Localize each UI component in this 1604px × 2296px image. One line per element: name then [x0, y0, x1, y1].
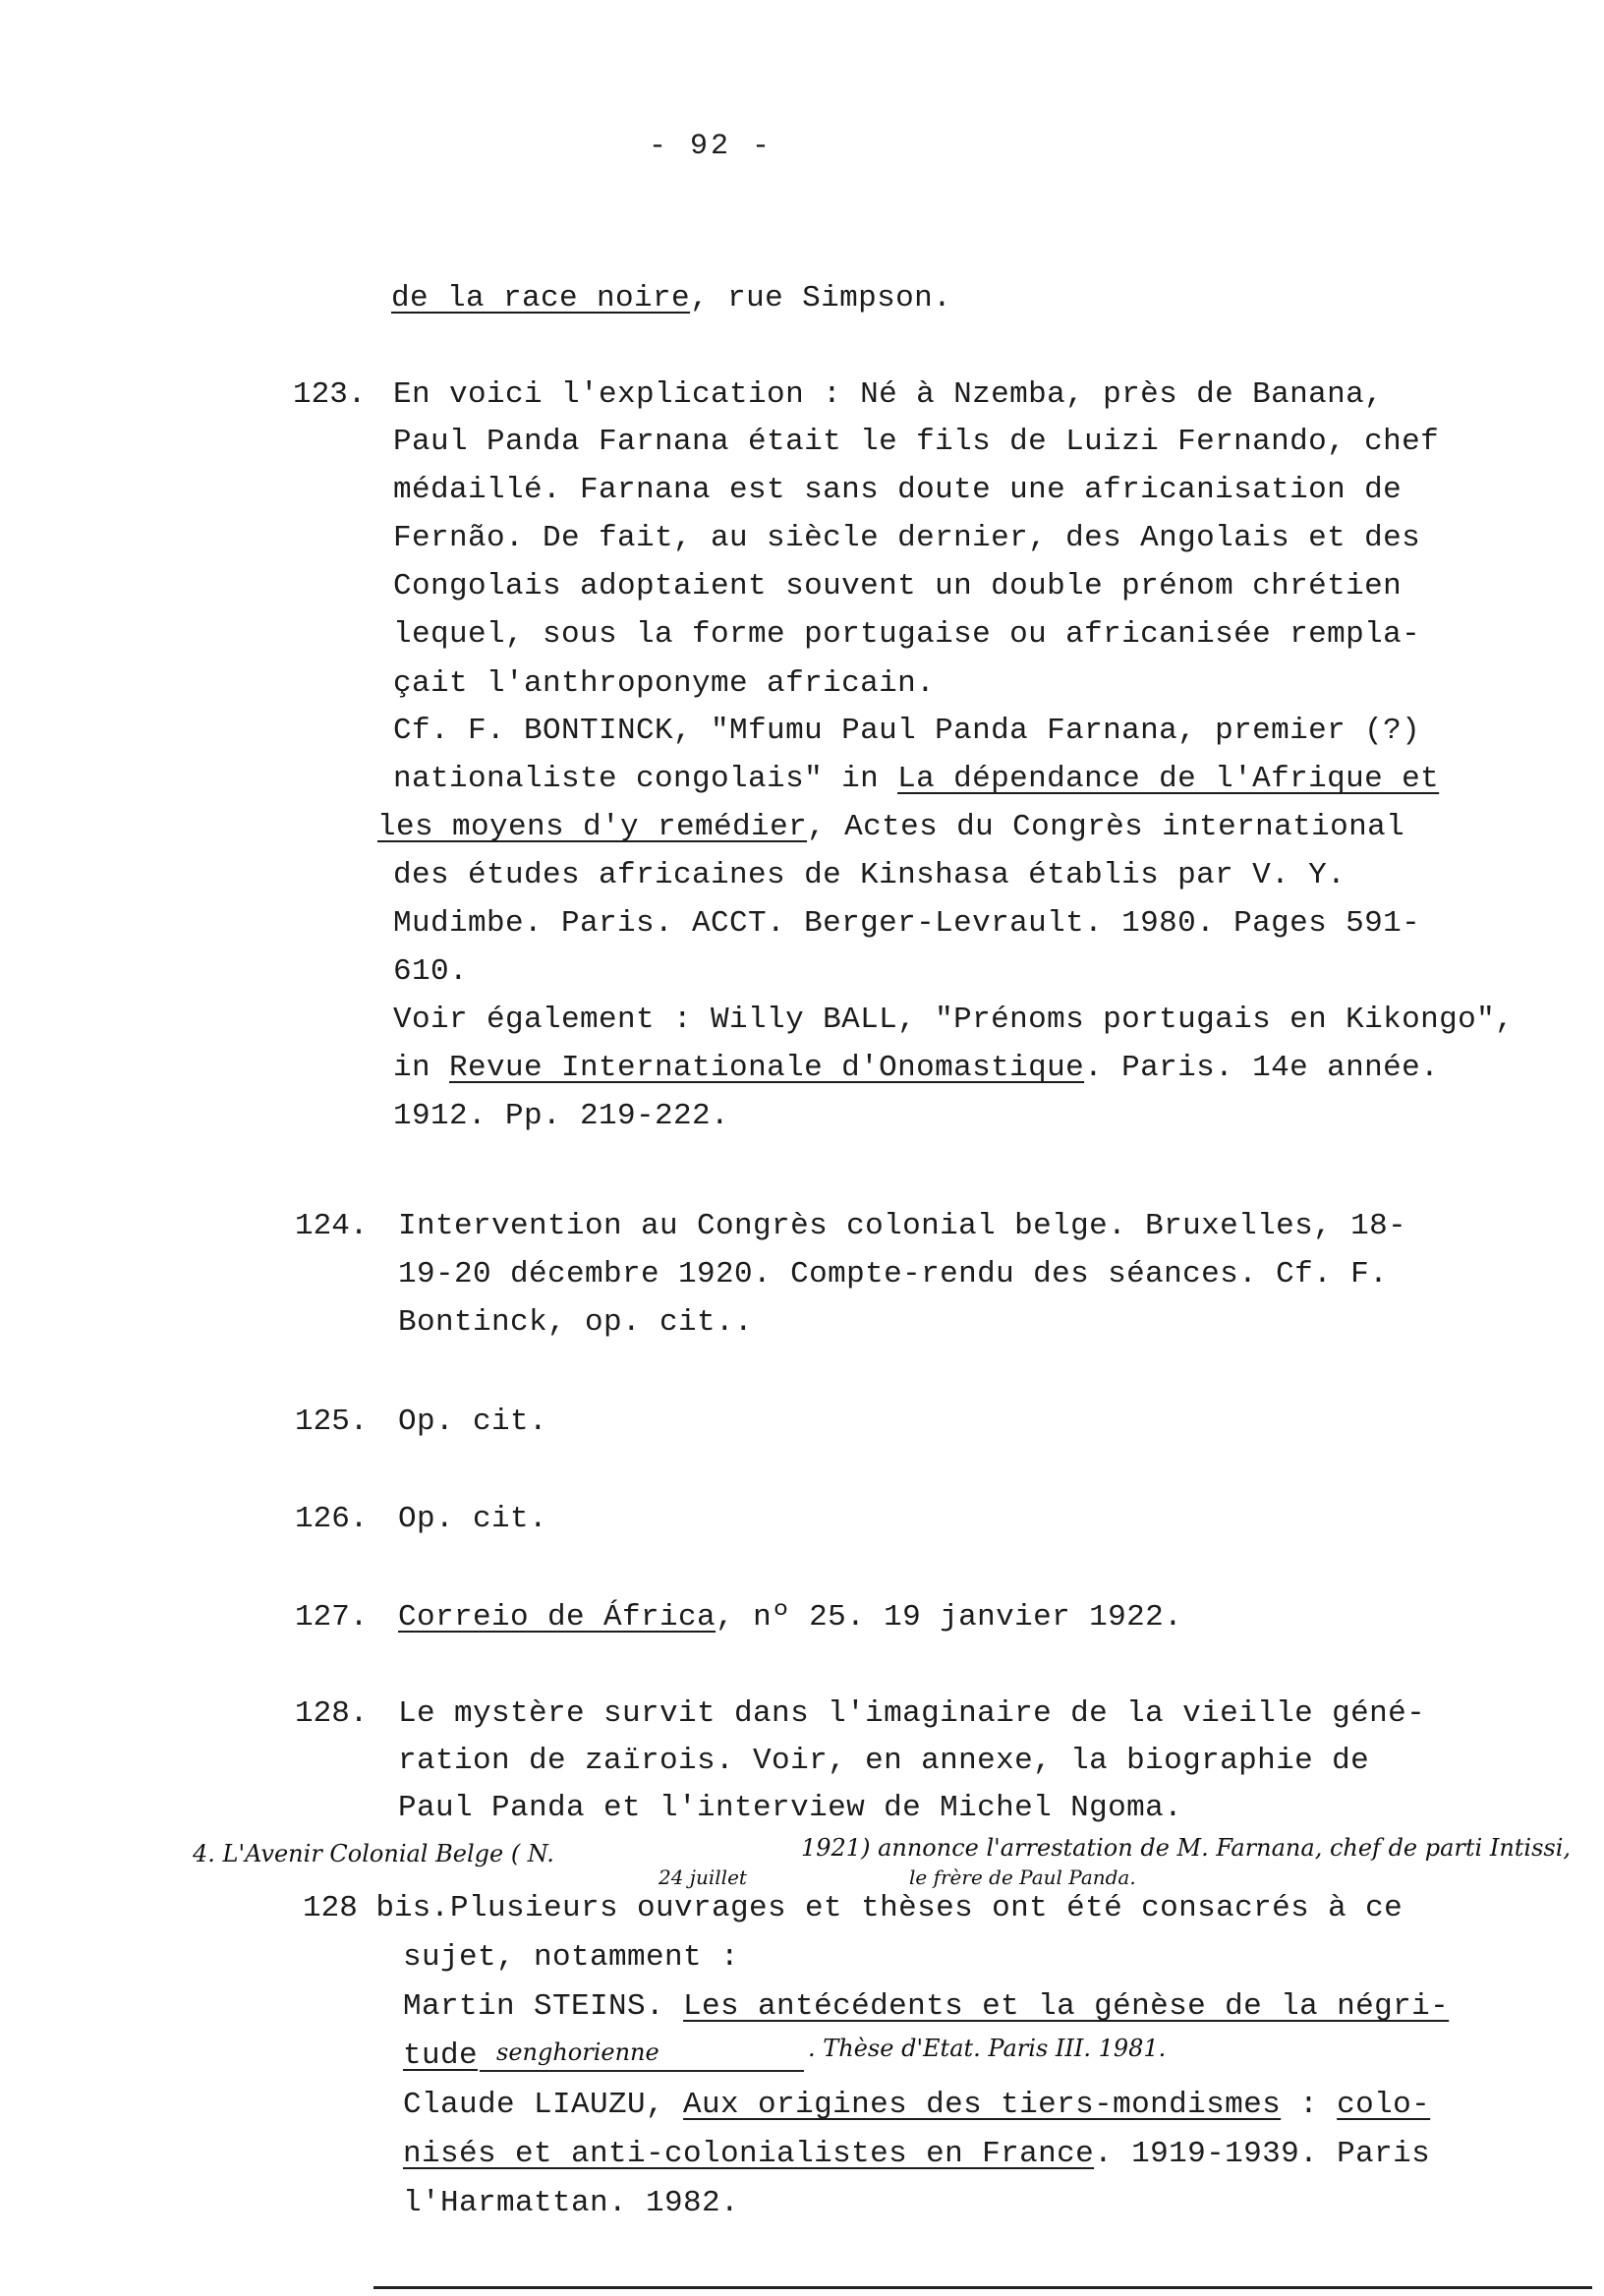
note-line: Intervention au Congrès colonial belge. Bruxelles, 18- [398, 1209, 1407, 1243]
carryover-line [391, 277, 951, 320]
note-number: 127. [295, 1600, 369, 1635]
note-line: Op. cit. [398, 1405, 548, 1439]
note-line: çait l'anthroponyme africain. [393, 666, 936, 701]
note-line: médaillé. Farnana est sans doute une africanisation de [393, 473, 1403, 507]
note-line [377, 806, 1404, 849]
note-text: : [1281, 2088, 1338, 2122]
note-line: Voir également : Willy BALL, "Prénoms portugais en Kikongo", [393, 1003, 1515, 1037]
note-line: Mudimbe. Paris. ACCT. Berger-Levrault. 1980. Pages 591- [393, 906, 1421, 941]
note-line: des études africaines de Kinshasa établis par V. Y. [393, 858, 1346, 892]
handwritten-text: senghorienne [496, 2038, 659, 2066]
note-line [403, 2035, 478, 2078]
note-line: Le mystère survit dans l'imaginaire de la vieille géné- [398, 1696, 1426, 1731]
note-text: , Actes du Congrès international [807, 810, 1405, 844]
note-line: lequel, sous la forme portugaise ou africanisée rempla- [393, 617, 1421, 652]
handwritten-text: . Thèse d'Etat. Paris III. 1981. [808, 2035, 1167, 2062]
journal-title: Revue Internationale d'Onomastique [449, 1051, 1085, 1085]
page-number: - 92 - [649, 130, 773, 163]
carryover-title: de la race noire [391, 281, 691, 316]
note-line: ration de zaïrois. Voir, en annexe, la biographie de [398, 1744, 1370, 1778]
note-line: Paul Panda et l'interview de Michel Ngoma. [398, 1791, 1183, 1825]
note-line [403, 2133, 1430, 2176]
note-text: nationaliste congolais" in [393, 762, 898, 796]
note-line: Fernão. De fait, au siècle dernier, des Angolais et des [393, 521, 1421, 555]
handwritten-text: 24 juillet [659, 1866, 747, 1889]
note-line [398, 1596, 1182, 1639]
note-number: 126. [295, 1502, 369, 1536]
carryover-rest: , rue Simpson. [690, 281, 952, 316]
note-text: Claude LIAUZU, [403, 2088, 684, 2122]
handwritten-text: 4. L'Avenir Colonial Belge ( N. [193, 1840, 554, 1867]
subtitle: colo- [1337, 2088, 1431, 2122]
note-number: 124. [295, 1209, 369, 1243]
subtitle-cont: nisés et anti-colonialistes en France [403, 2137, 1095, 2171]
note-line: Congolais adoptaient souvent un double prénom chrétien [393, 569, 1403, 603]
handwritten-text: le frère de Paul Panda. [909, 1866, 1136, 1889]
note-line [393, 758, 1439, 801]
note-line: 19-20 décembre 1920. Compte-rendu des séances. Cf. F. [398, 1257, 1389, 1292]
note-number: 125. [295, 1405, 369, 1439]
note-text: , nº 25. 19 janvier 1922. [716, 1600, 1183, 1635]
note-line: En voici l'explication : Né à Nzemba, près de Banana, [393, 377, 1384, 412]
note-line: Paul Panda Farnana était le fils de Luizi Fernando, chef [393, 425, 1440, 459]
note-line: 1912. Pp. 219-222. [393, 1099, 730, 1133]
note-line: 610. [393, 954, 469, 989]
thesis-title: Les antécédents et la génèse de la négri- [683, 1989, 1450, 2024]
note-number: 123. [293, 377, 367, 412]
note-text: Martin STEINS. [403, 1989, 684, 2024]
note-line: Plusieurs ouvrages et thèses ont été consacrés à ce [450, 1891, 1404, 1925]
note-line: Cf. F. BONTINCK, "Mfumu Paul Panda Farnana, premier (?) [393, 714, 1421, 748]
handwritten-text: 1921) annonce l'arrestation de M. Farnana, chef de parti Intissi, [801, 1834, 1572, 1862]
note-line [393, 1047, 1439, 1090]
book-title: La dépendance de l'Afrique et [897, 762, 1440, 796]
handwritten-underline [480, 2070, 804, 2072]
note-line: Op. cit. [398, 1502, 548, 1536]
note-text: . Paris. 14e année. [1084, 1051, 1440, 1085]
book-title: Aux origines des tiers-mondismes [683, 2088, 1282, 2122]
note-text: . 1919-1939. Paris [1094, 2137, 1431, 2171]
newspaper-title: Correio de África [398, 1600, 716, 1635]
note-line: Bontinck, op. cit.. [398, 1305, 754, 1340]
note-line: sujet, notamment : [403, 1940, 740, 1975]
note-line: l'Harmattan. 1982. [403, 2186, 740, 2220]
note-number: 128 bis. [303, 1891, 449, 1925]
note-line [403, 1985, 1449, 2029]
note-number: 128. [295, 1696, 369, 1731]
note-line [403, 2084, 1430, 2127]
note-text: in [393, 1051, 450, 1085]
bottom-rule [373, 2286, 1592, 2289]
thesis-title-cont: tude [403, 2038, 479, 2073]
book-title-cont: les moyens d'y remédier [377, 810, 808, 844]
